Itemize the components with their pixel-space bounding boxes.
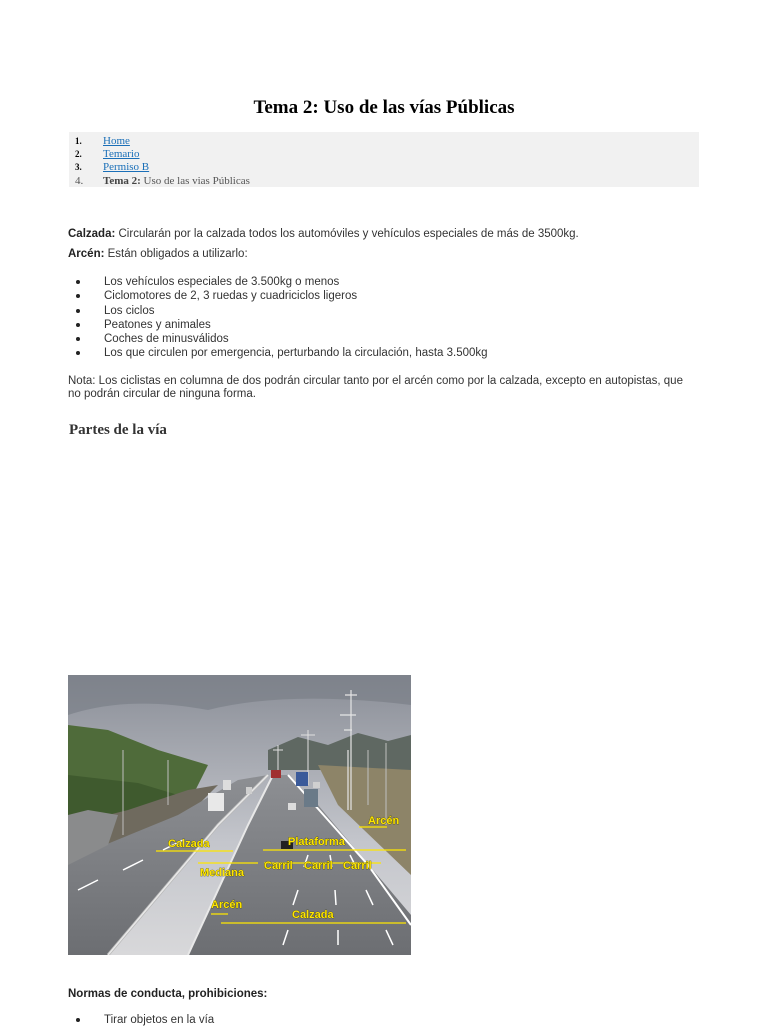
arcen-list <box>68 275 688 361</box>
list-item: Coches de minusválidos <box>68 332 688 346</box>
label-carril-2: Carril <box>304 860 333 872</box>
label-arcen-left: Arcén <box>211 899 243 911</box>
arcen-text: Están obligados a utilizarlo: <box>107 248 248 260</box>
list-item: Los que circulen por emergencia, perturbando la circulación, hasta 3.500kg <box>68 346 688 360</box>
breadcrumb-number: 3. <box>75 162 82 172</box>
breadcrumb-current-label: Uso de las vias Públicas <box>143 175 250 187</box>
calzada-paragraph <box>68 228 698 241</box>
list-item: Ciclomotores de 2, 3 ruedas y cuadriciclos ligeros <box>68 289 688 303</box>
section-heading-partes-via: Partes de la vía <box>69 422 167 438</box>
calzada-term: Calzada: <box>68 228 116 240</box>
nota-paragraph: Nota: Los ciclistas en columna de dos podrán circular tanto por el arcén como por la calzada, excepto en autopistas, que no podrán circular de ninguna forma. <box>68 375 683 400</box>
list-item: Peatones y animales <box>68 318 688 332</box>
list-item: Los ciclos <box>68 304 688 318</box>
page-title: Tema 2: Uso de las vías Públicas <box>253 97 515 118</box>
label-mediana: Mediana <box>200 867 245 879</box>
norms-list <box>68 1013 688 1027</box>
list-item: Los vehículos especiales de 3.500kg o menos <box>68 275 688 289</box>
label-calzada-right: Calzada <box>292 909 334 921</box>
breadcrumb <box>69 132 699 187</box>
label-plataforma: Plataforma <box>288 836 345 848</box>
breadcrumb-link-permiso-b[interactable]: Permiso B <box>103 161 150 173</box>
arcen-paragraph <box>68 248 698 261</box>
breadcrumb-number: 2. <box>75 149 82 159</box>
breadcrumb-link-temario[interactable]: Temario <box>103 148 140 160</box>
label-carril-1: Carril <box>264 860 293 872</box>
breadcrumb-current-prefix: Tema 2: <box>103 175 141 187</box>
norms-heading: Normas de conducta, prohibiciones: <box>68 988 268 1000</box>
label-carril-3: Carril <box>343 860 372 872</box>
breadcrumb-link-home[interactable]: Home <box>103 135 130 147</box>
breadcrumb-number: 4. <box>75 175 84 187</box>
arcen-term: Arcén: <box>68 248 105 260</box>
label-arcen-right: Arcén <box>368 815 400 827</box>
breadcrumb-number: 1. <box>75 136 82 146</box>
label-calzada-left: Calzada <box>168 838 210 850</box>
list-item: Tirar objetos en la vía <box>68 1013 688 1027</box>
road-parts-photo <box>68 675 411 955</box>
calzada-text: Circularán por la calzada todos los automóviles y vehículos especiales de más de 3500kg. <box>118 228 579 240</box>
